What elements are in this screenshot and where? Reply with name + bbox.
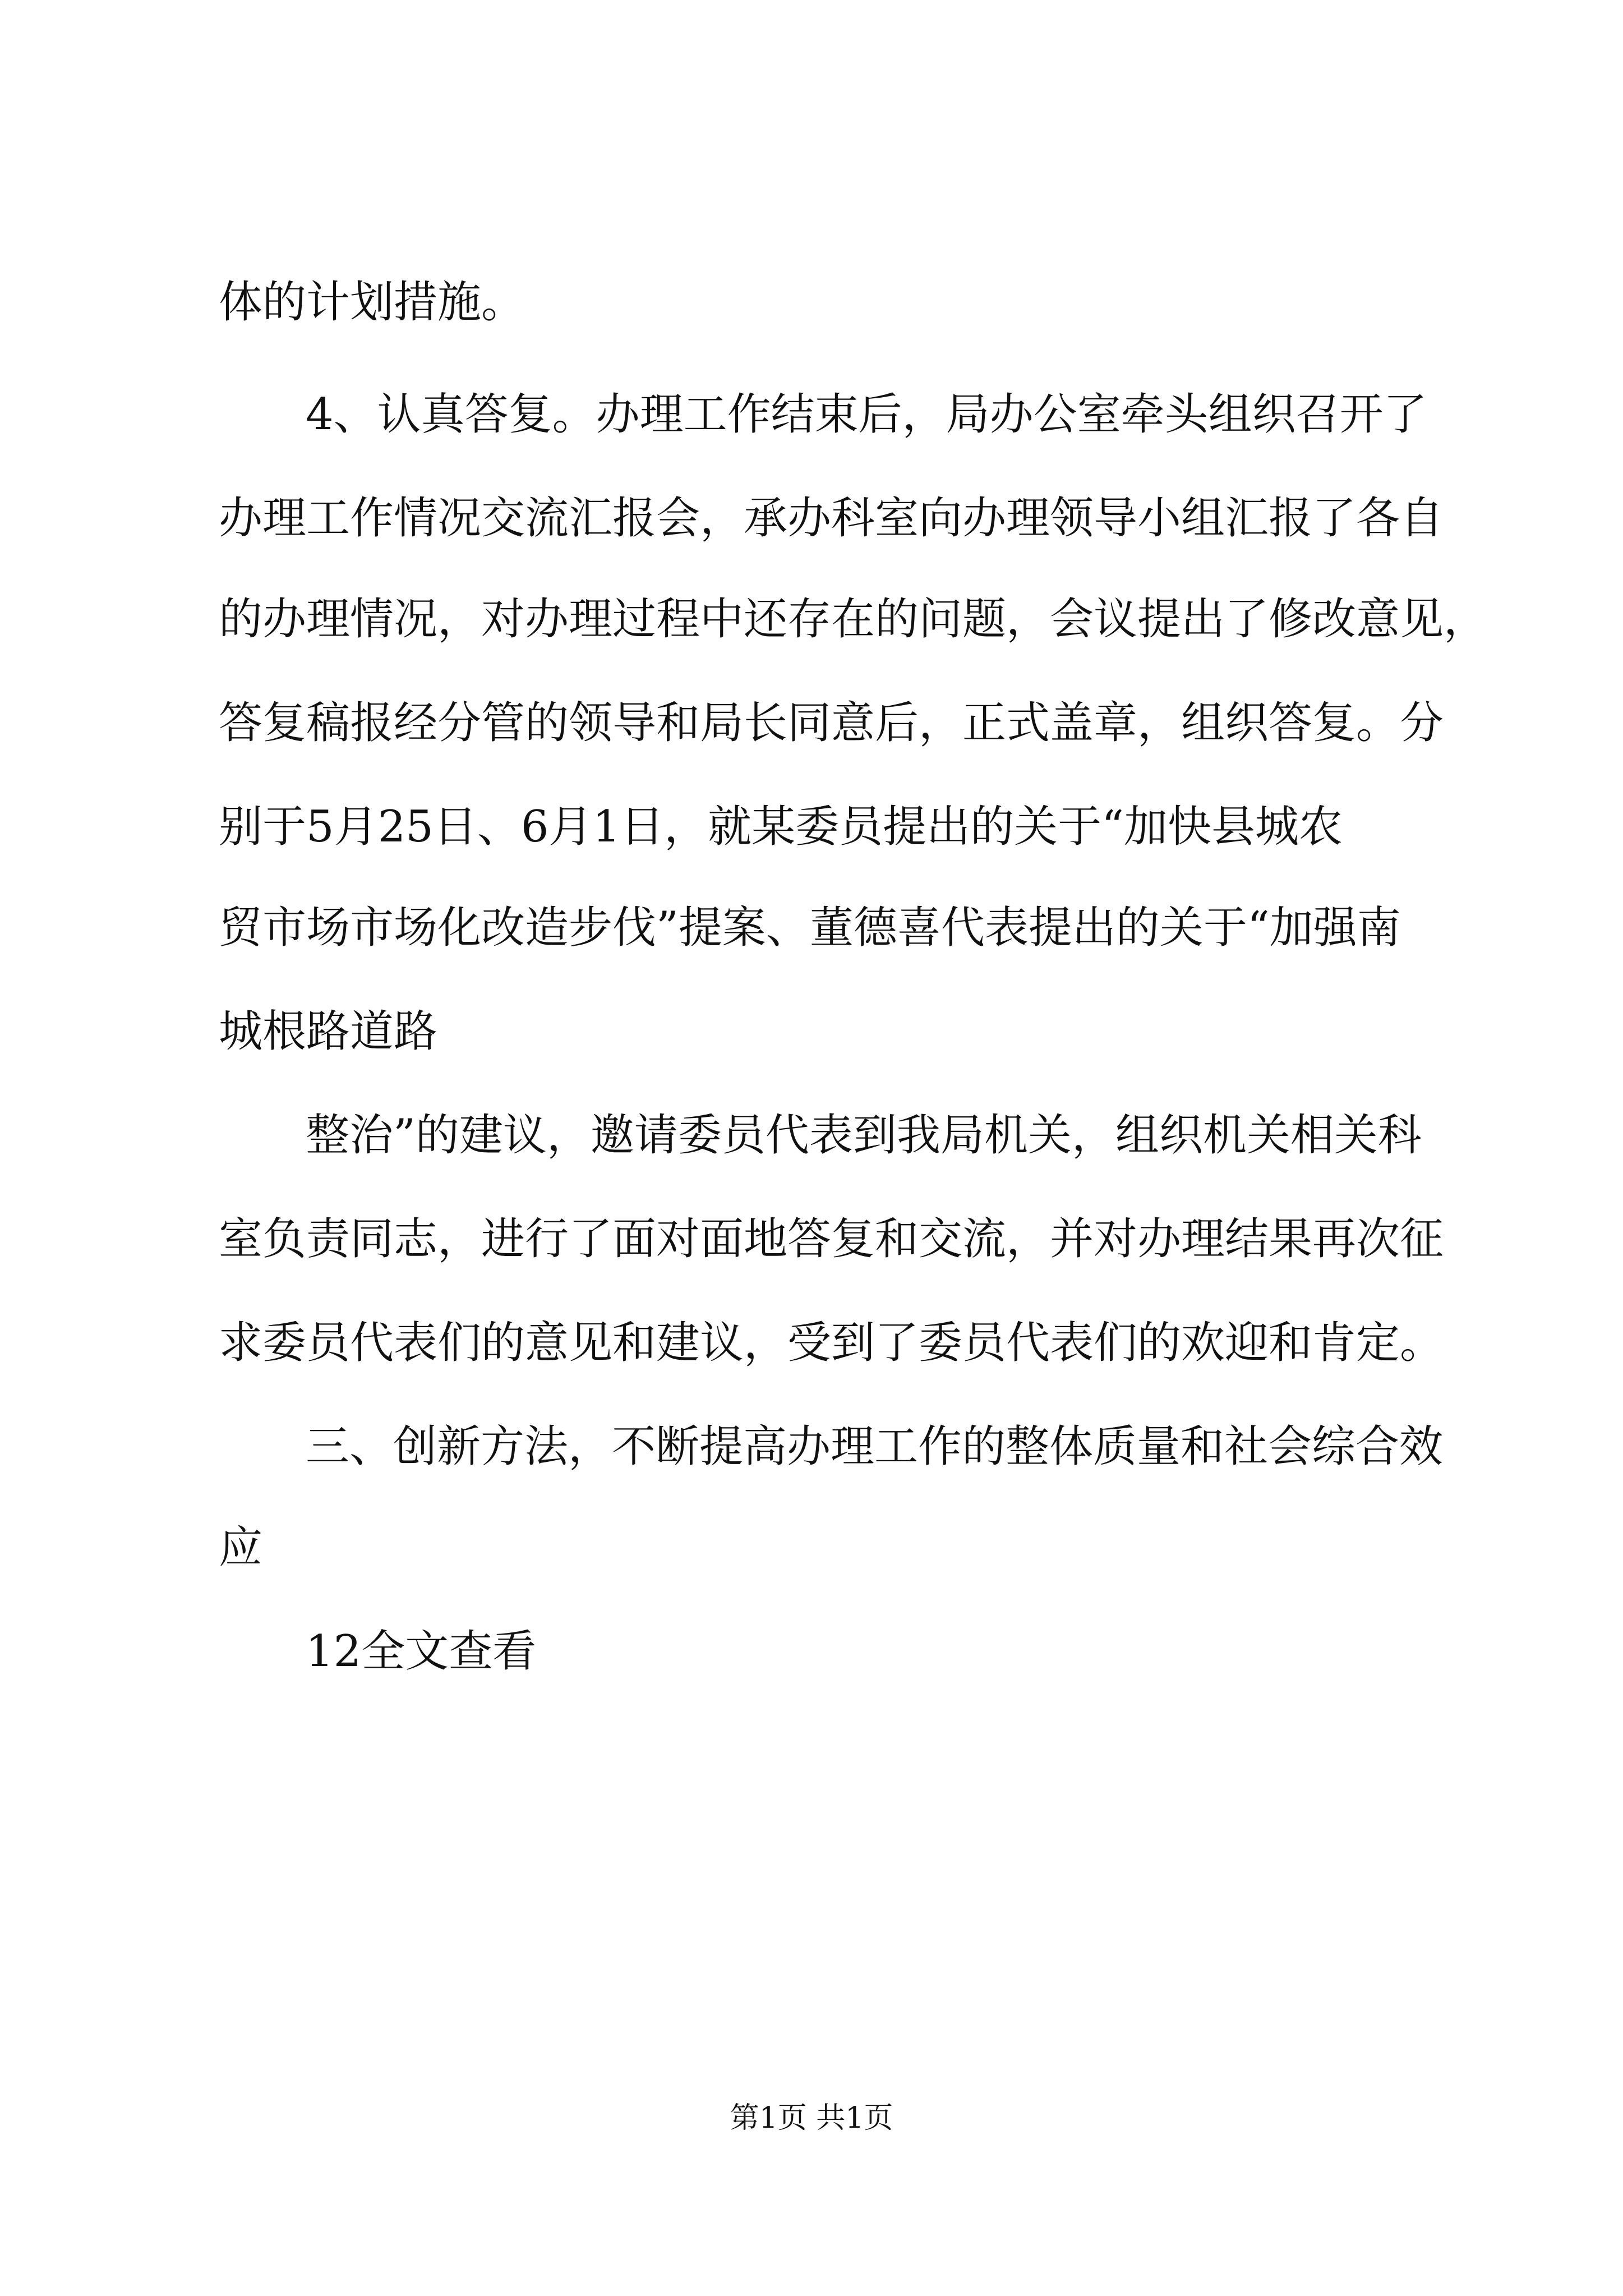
section-heading-3-continued: 应 (219, 1522, 263, 1573)
page-footer: 第1页 共1页 (730, 2101, 893, 2135)
view-full-text-link[interactable]: 12全文查看 (306, 1626, 537, 1677)
body-line-9: 整治”的建议，邀请委员代表到我局机关，组织机关相关科 (306, 1110, 1422, 1161)
section-heading-3: 三、创新方法，不断提高办理工作的整体质量和社会综合效 (306, 1421, 1444, 1472)
body-line-3: 办理工作情况交流汇报会，承办科室向办理领导小组汇报了各自 (219, 493, 1444, 544)
body-line-10: 室负责同志，进行了面对面地答复和交流，并对办理结果再次征 (219, 1214, 1444, 1264)
body-line-4: 的办理情况，对办理过程中还存在的问题，会议提出了修改意见， (219, 594, 1488, 645)
body-line-6: 别于5月25日、6月1日，就某委员提出的关于“加快县城农 (219, 802, 1343, 852)
body-line-11: 求委员代表们的意见和建议，受到了委员代表们的欢迎和肯定。 (219, 1318, 1444, 1368)
body-line-7: 贸市场市场化改造步伐”提案、董德喜代表提出的关于“加强南 (219, 903, 1401, 953)
body-line-5: 答复稿报经分管的领导和局长同意后，正式盖章，组织答复。分 (219, 698, 1444, 748)
body-line-1: 体的计划措施。 (219, 277, 525, 328)
body-line-8: 城根路道路 (219, 1006, 438, 1057)
body-line-2: 4、认真答复。办理工作结束后，局办公室牵头组织召开了 (306, 389, 1427, 440)
